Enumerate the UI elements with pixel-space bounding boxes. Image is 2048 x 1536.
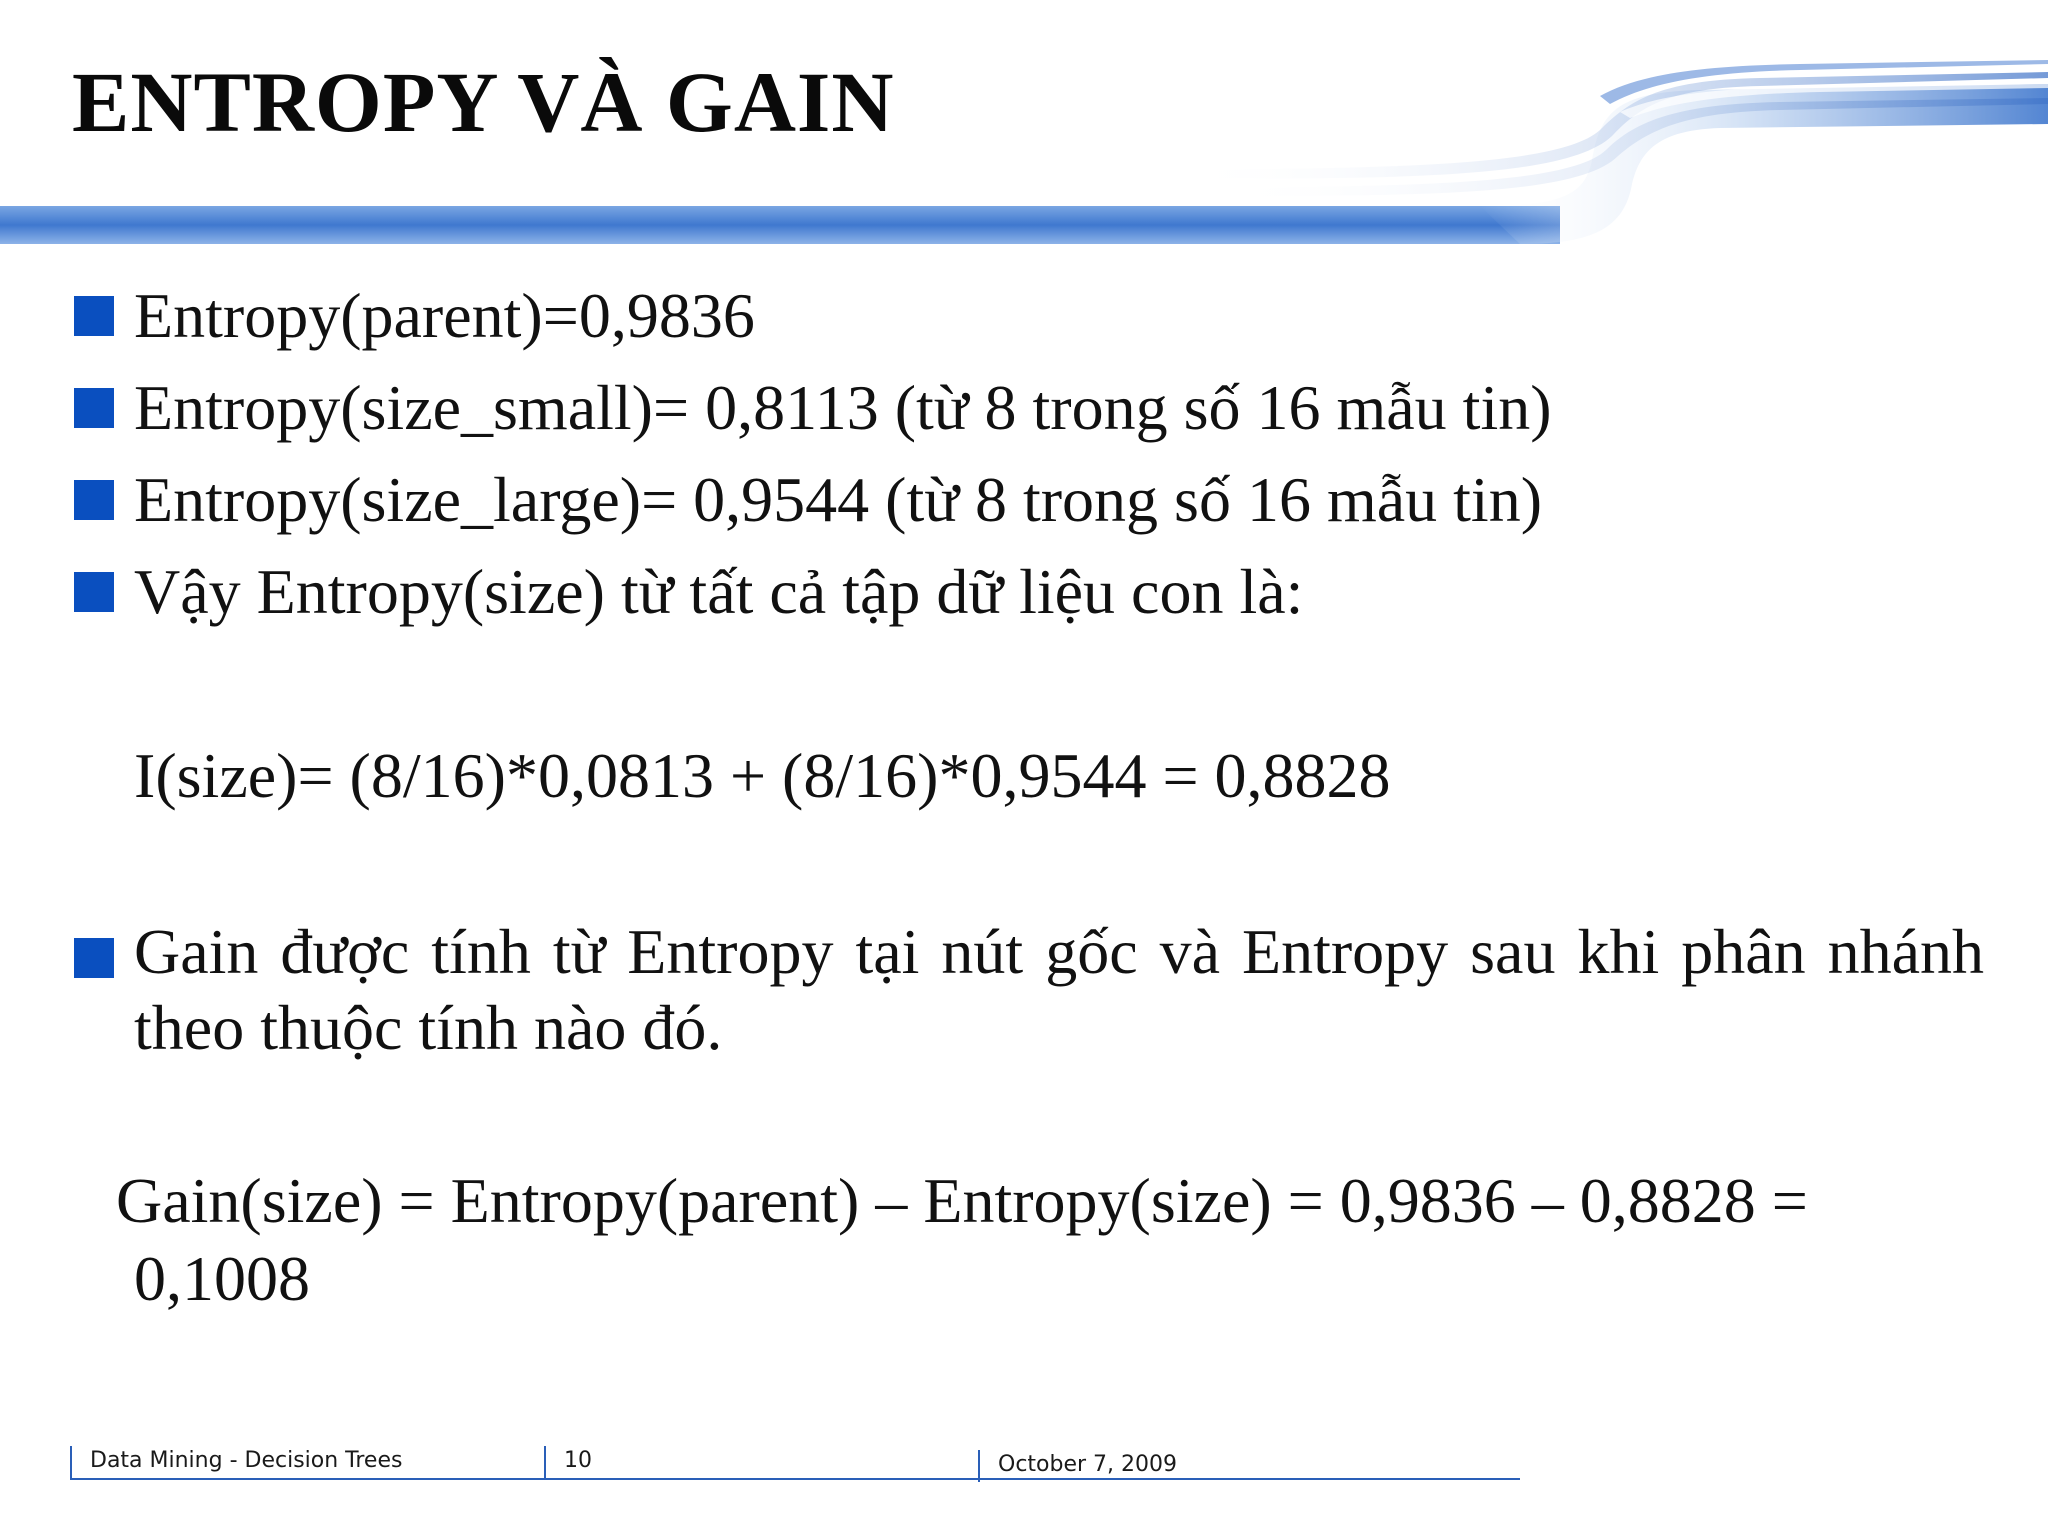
square-bullet-icon: [74, 572, 114, 612]
square-bullet-icon: [74, 938, 114, 978]
square-bullet-icon: [74, 480, 114, 520]
bullet-text: Entropy(size_large)= 0,9544 (từ 8 trong số 16 mẫu tin): [134, 464, 1542, 535]
formula-gain-size: [72, 1162, 1984, 1318]
footer-course-title: Data Mining - Decision Trees: [70, 1446, 402, 1478]
slide-content: [72, 270, 1984, 1318]
formula-gain-line-2: 0,1008: [134, 1243, 310, 1314]
square-bullet-icon: [74, 296, 114, 336]
bullet-entropy-size-small: [72, 362, 1984, 454]
bullet-text: Entropy(size_small)= 0,8113 (từ 8 trong số 16 mẫu tin): [134, 372, 1552, 443]
footer-date: October 7, 2009: [978, 1450, 1177, 1482]
formula-information-size: I(size)= (8/16)*0,0813 + (8/16)*0,9544 = 0,8828: [134, 740, 1391, 811]
bullet-text: Gain được tính từ Entropy tại nút gốc và Entropy sau khi phân nhánh theo thuộc tính nào đó.: [134, 916, 1984, 1063]
formula-gain-line-1: Gain(size) = Entropy(parent) – Entropy(size) = 0,9836 – 0,8828 =: [116, 1165, 1808, 1236]
bullet-entropy-size: [72, 546, 1984, 638]
slide-footer: [70, 1446, 1520, 1480]
bullet-entropy-parent: [72, 270, 1984, 362]
bullet-entropy-size-large: [72, 454, 1984, 546]
bullet-text: Vậy Entropy(size) từ tất cả tập dữ liệu con là:: [134, 556, 1304, 627]
footer-page-number: 10: [544, 1446, 592, 1478]
bullet-text: Entropy(parent)=0,9836: [134, 280, 755, 351]
square-bullet-icon: [74, 388, 114, 428]
bullet-gain-definition: [72, 914, 1984, 1066]
slide-title: ENTROPY VÀ GAIN: [72, 54, 895, 150]
